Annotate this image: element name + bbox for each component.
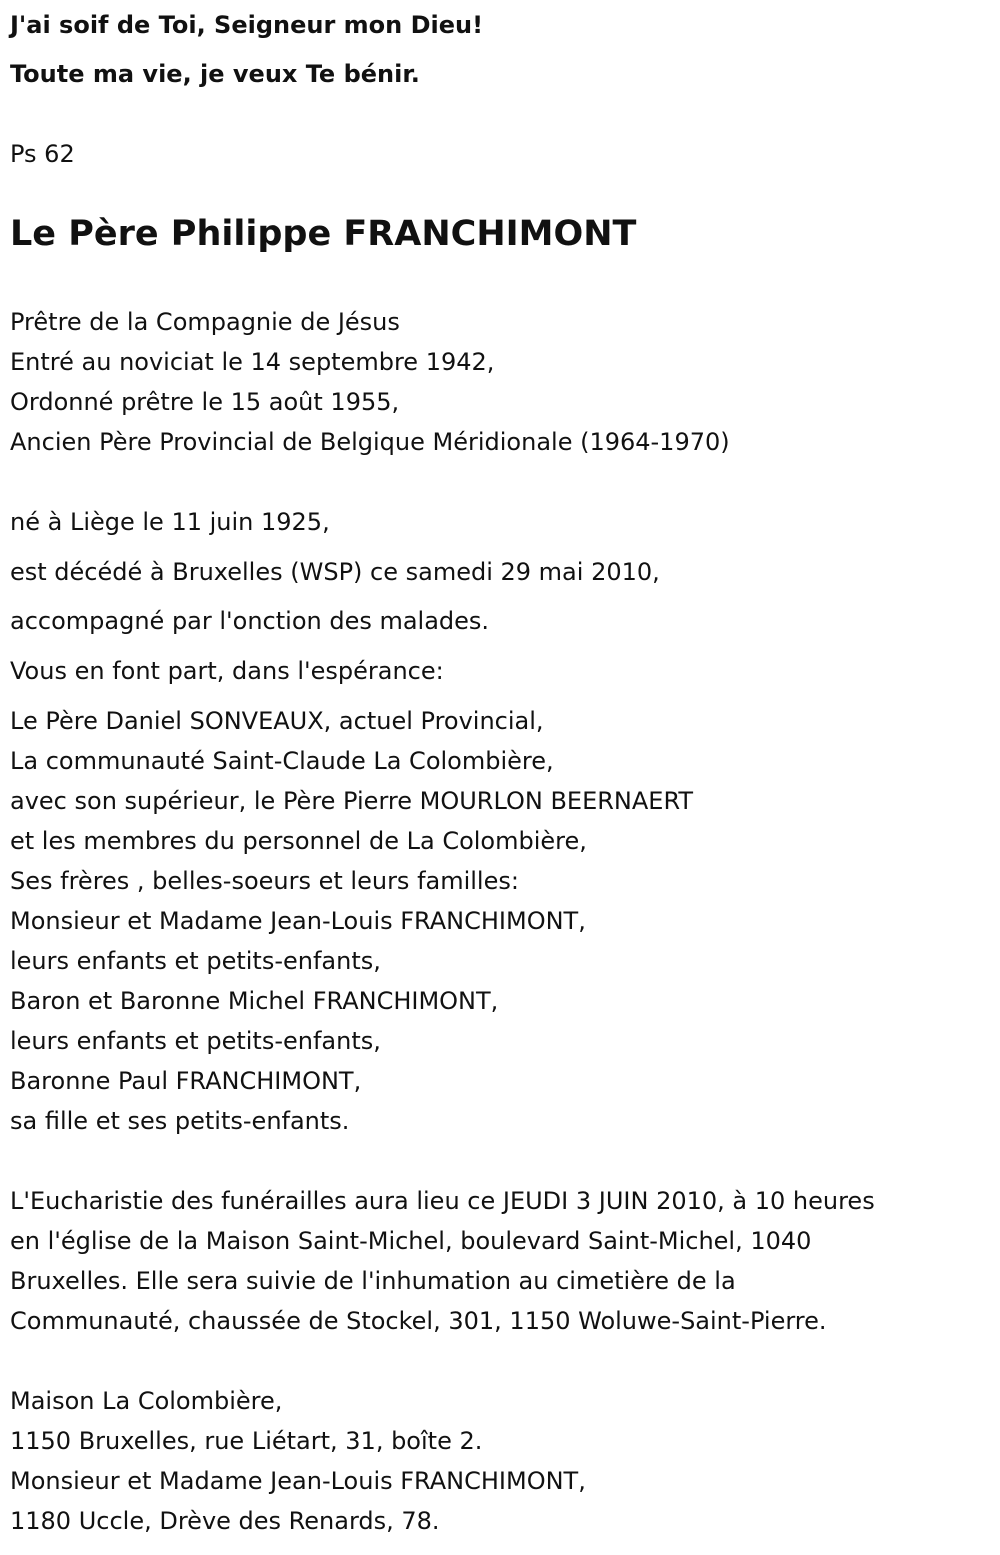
biography-line: Prêtre de la Compagnie de Jésus [10,308,400,336]
biography-line: Ordonné prêtre le 15 août 1955, [10,388,400,416]
funeral-line: L'Eucharistie des funérailles aura lieu ce JEUDI 3 JUIN 2010, à 10 heures [10,1187,875,1215]
mourner-line: leurs enfants et petits-enfants, [10,1027,381,1055]
deceased-name: Le Père Philippe FRANCHIMONT [10,214,637,254]
biography-line: Ancien Père Provincial de Belgique Méridionale (1964-1970) [10,428,730,456]
address-line: Monsieur et Madame Jean-Louis FRANCHIMONT, [10,1467,586,1495]
mourner-line: sa fille et ses petits-enfants. [10,1107,350,1135]
funeral-line: Communauté, chaussée de Stockel, 301, 1150 Woluwe-Saint-Pierre. [10,1307,827,1335]
mourner-line: Le Père Daniel SONVEAUX, actuel Provincial, [10,707,544,735]
funeral-line: en l'église de la Maison Saint-Michel, boulevard Saint-Michel, 1040 [10,1227,812,1255]
funeral-line: Bruxelles. Elle sera suivie de l'inhumation au cimetière de la [10,1267,736,1295]
death-notice-line: Vous en font part, dans l'espérance: [10,657,444,685]
mourner-line: La communauté Saint-Claude La Colombière, [10,747,554,775]
psalm-reference: Ps 62 [10,140,75,168]
epigraph-line-1: J'ai soif de Toi, Seigneur mon Dieu! [10,11,484,39]
address-line: 1180 Uccle, Drève des Renards, 78. [10,1507,440,1535]
death-notice-line: né à Liège le 11 juin 1925, [10,508,330,536]
mourner-line: Baronne Paul FRANCHIMONT, [10,1067,362,1095]
mourner-line: leurs enfants et petits-enfants, [10,947,381,975]
mourner-line: Monsieur et Madame Jean-Louis FRANCHIMONT, [10,907,586,935]
address-line: Maison La Colombière, [10,1387,283,1415]
epigraph-line-2: Toute ma vie, je veux Te bénir. [10,60,420,88]
mourner-line: et les membres du personnel de La Colombière, [10,827,587,855]
mourner-line: Ses frères , belles-soeurs et leurs familles: [10,867,519,895]
mourner-line: avec son supérieur, le Père Pierre MOURLON BEERNAERT [10,787,694,815]
death-notice-line: accompagné par l'onction des malades. [10,607,490,635]
death-notice-line: est décédé à Bruxelles (WSP) ce samedi 29 mai 2010, [10,558,660,586]
mourner-line: Baron et Baronne Michel FRANCHIMONT, [10,987,499,1015]
biography-line: Entré au noviciat le 14 septembre 1942, [10,348,495,376]
address-line: 1150 Bruxelles, rue Liétart, 31, boîte 2. [10,1427,483,1455]
